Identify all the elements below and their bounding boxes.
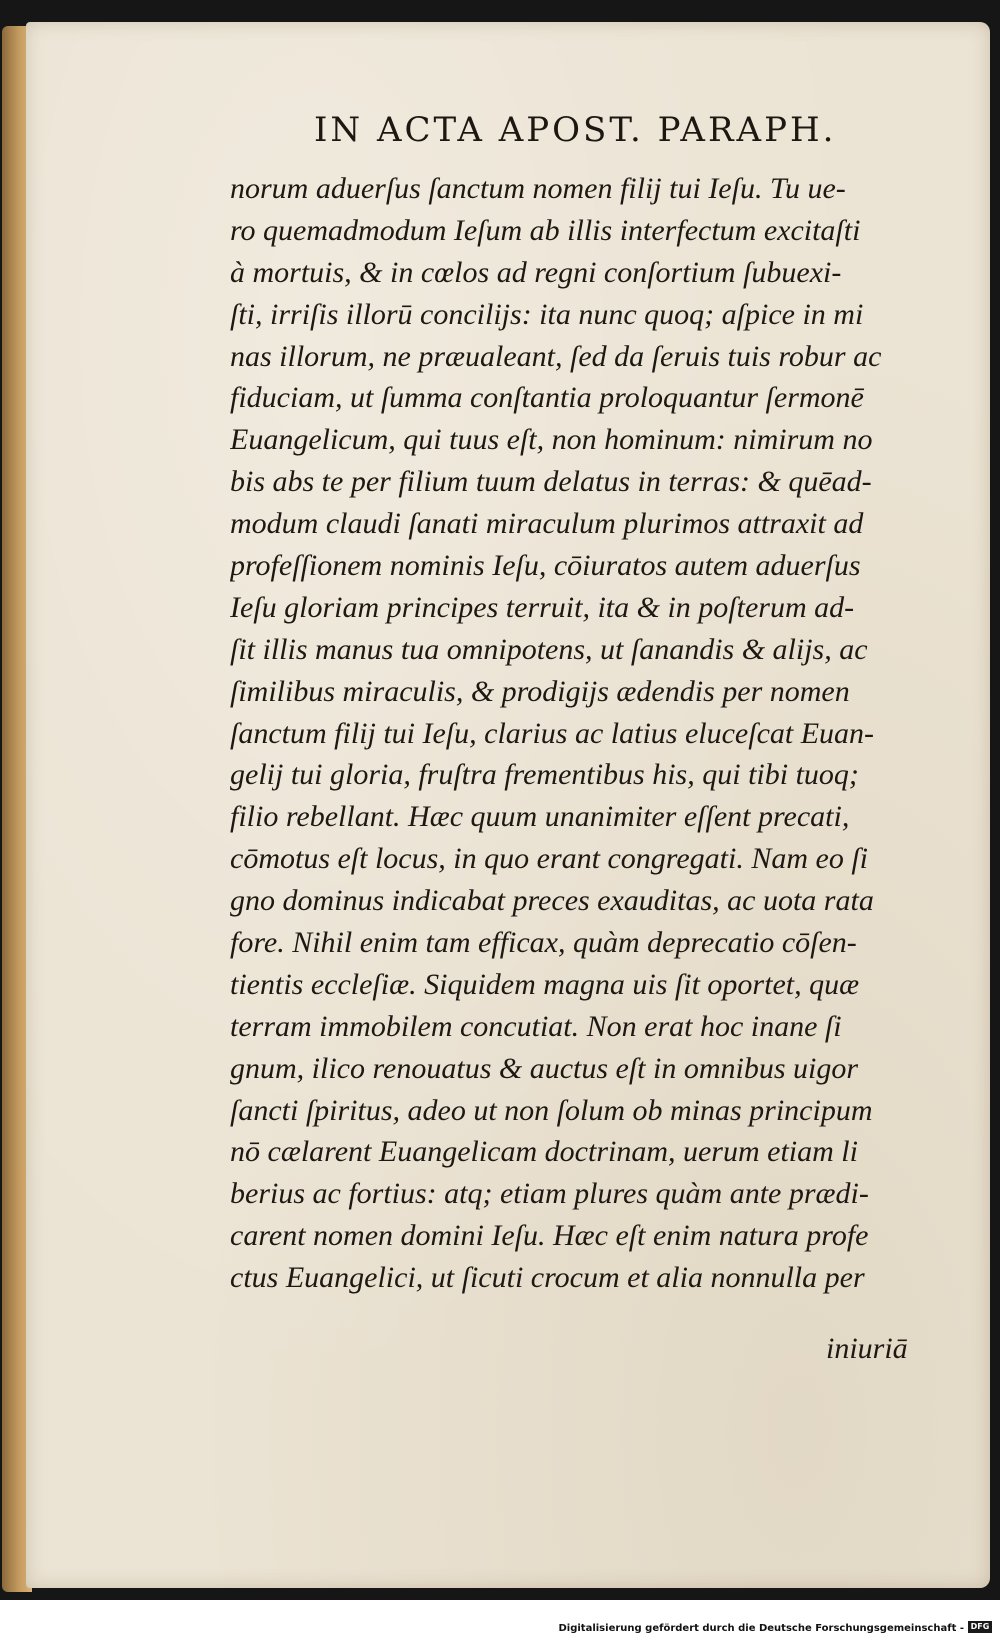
text-line: terram immobilem concutiat. Non erat hoc inane ſi	[230, 1009, 842, 1043]
text-line: nō cælarent Euangelicam doctrinam, uerum etiam li	[230, 1135, 858, 1169]
text-line: carent nomen domini Ieſu. Hæc eſt enim natura profe	[230, 1219, 869, 1253]
text-line: bis abs te per filium tuum delatus in terras: & quēad-	[230, 465, 872, 499]
text-line: filio rebellant. Hæc quum unanimiter eſſent precati,	[230, 800, 850, 834]
text-line: ſti, irriſis illorū concilijs: ita nunc quoq; aſpice in mi	[230, 297, 864, 331]
text-line: gnum, ilico renouatus & auctus eſt in omnibus uigor	[230, 1051, 859, 1085]
text-line: nas illorum, ne præualeant, ſed da ſeruis tuis robur ac	[230, 339, 882, 373]
text-line: fiduciam, ut ſumma conſtantia proloquantur ſermonē	[230, 381, 864, 415]
catchword: iniuriā	[826, 1332, 908, 1365]
text-block	[230, 168, 930, 1299]
text-line: fore. Nihil enim tam efficax, quàm deprecatio cōſen-	[230, 926, 857, 960]
text-line: berius ac fortius: atq; etiam plures quàm ante prædi-	[230, 1177, 869, 1211]
running-head: IN ACTA APOST. PARAPH.	[314, 110, 837, 150]
text-line: ſancti ſpiritus, adeo ut non ſolum ob minas principum	[230, 1093, 873, 1127]
text-line: Ieſu gloriam principes terruit, ita & in poſterum ad-	[230, 590, 855, 624]
text-line: Euangelicum, qui tuus eſt, non hominum: nimirum no	[230, 423, 873, 457]
text-line: ſimilibus miraculis, & prodigijs ædendis per nomen	[230, 674, 850, 708]
text-line: gno dominus indicabat preces exauditas, ac uota rata	[230, 884, 874, 918]
dfg-logo-icon: DFG	[968, 1621, 992, 1633]
text-line: ſanctum filij tui Ieſu, clarius ac latius eluceſcat Euan-	[230, 716, 875, 750]
text-line: tientis eccleſiæ. Siquidem magna uis ſit oportet, quæ	[230, 967, 860, 1001]
text-line: gelij tui gloria, fruſtra frementibus his, qui tibi tuoq;	[230, 758, 859, 792]
text-line: à mortuis, & in cœlos ad regni conſortium ſubuexi-	[230, 255, 842, 289]
text-line: cōmotus eſt locus, in quo erant congregati. Nam eo ſi	[230, 842, 868, 876]
text-line: ro quemadmodum Ieſum ab illis interfectum excitaſti	[230, 213, 861, 247]
text-line: ſit illis manus tua omnipotens, ut ſanandis & alijs, ac	[230, 632, 868, 666]
text-line: norum aduerſus ſanctum nomen filij tui Ieſu. Tu ue-	[230, 172, 846, 205]
text-line: ctus Euangelici, ut ſicuti crocum et alia nonnulla per	[230, 1261, 865, 1295]
text-line: profeſſionem nominis Ieſu, cōiuratos autem aduerſus	[230, 549, 861, 583]
text-line: modum claudi ſanati miraculum plurimos attraxit ad	[230, 507, 864, 541]
footer-credit: Digitalisierung gefördert durch die Deutsche Forschungsgemeinschaft -	[558, 1623, 964, 1634]
